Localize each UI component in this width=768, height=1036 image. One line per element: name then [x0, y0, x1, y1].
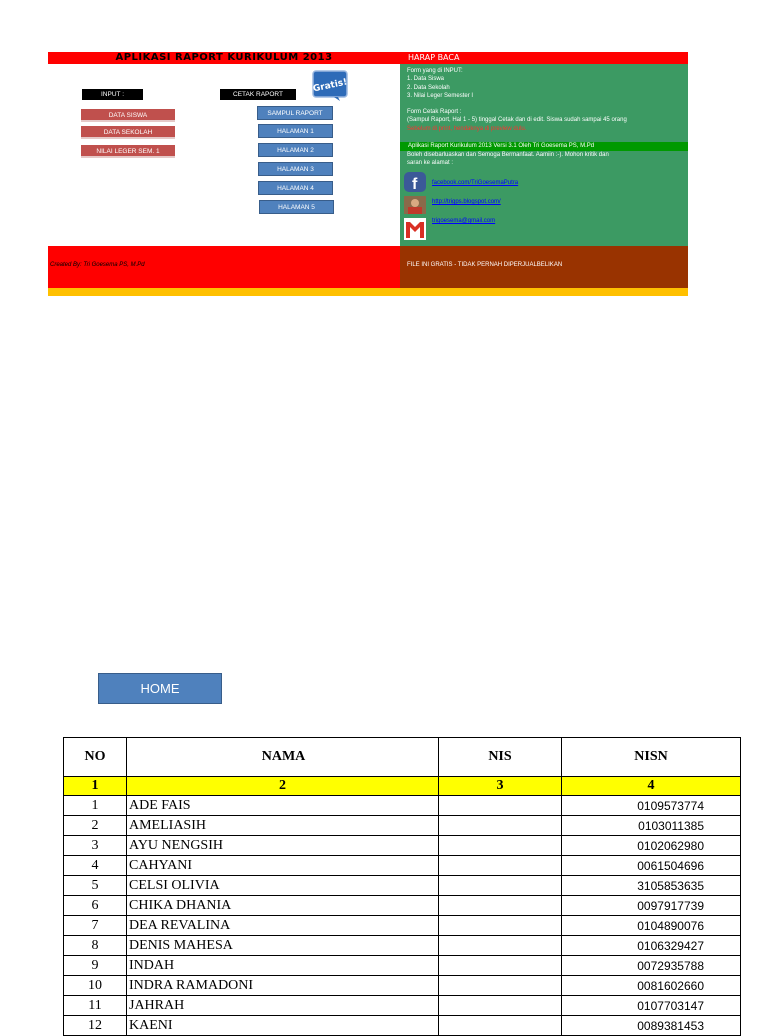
row-nisn: 0072935788	[562, 956, 741, 976]
harap-baca-label: HARAP BACA	[408, 53, 460, 62]
student-table	[63, 737, 741, 1036]
row-no: 11	[64, 996, 127, 1016]
row-nama: INDRA RAMADONI	[127, 976, 439, 996]
table-row	[64, 876, 741, 896]
header-nisn: NISN	[562, 738, 741, 777]
gratis-badge-text: Gratis!	[312, 77, 348, 95]
share-text	[407, 152, 637, 167]
info-line: Form Cetak Raport :	[407, 109, 462, 116]
row-no: 2	[64, 816, 127, 836]
row-nisn: 0104890076	[562, 916, 741, 936]
row-nis	[439, 956, 562, 976]
row-no: 7	[64, 916, 127, 936]
svg-text:f: f	[412, 176, 418, 192]
table-header-row	[64, 738, 741, 777]
input-label: INPUT :	[82, 89, 143, 100]
table-body	[64, 796, 741, 1036]
row-nis	[439, 916, 562, 936]
row-nisn: 0107703147	[562, 996, 741, 1016]
row-nama: CAHYANI	[127, 856, 439, 876]
share-line: saran ke alamat :	[407, 159, 454, 166]
row-nama: AMELIASIH	[127, 816, 439, 836]
share-line: Boleh disebarluaskan dan Semoga Bermanfaat. Aamiin :-). Mohon kritik dan	[407, 152, 609, 158]
row-nisn: 0103011385	[562, 816, 741, 836]
row-nama: ADE FAIS	[127, 796, 439, 816]
table-row	[64, 896, 741, 916]
row-no: 9	[64, 956, 127, 976]
header-nama: NAMA	[127, 738, 439, 777]
gmail-icon	[404, 218, 426, 238]
row-nis	[439, 976, 562, 996]
info-line: (Sampul Raport, Hal 1 - 5) tinggal Cetak dan di edit. Siswa sudah sampai 45 orang	[407, 117, 627, 124]
table-row	[64, 936, 741, 956]
row-no: 10	[64, 976, 127, 996]
yellow-divider	[48, 288, 688, 296]
row-nama: JAHRAH	[127, 996, 439, 1016]
row-nis	[439, 876, 562, 896]
table-row	[64, 916, 741, 936]
facebook-icon	[404, 172, 426, 192]
row-nis	[439, 896, 562, 916]
table-row	[64, 856, 741, 876]
created-by-text: Created By: Tri Goesema PS, M.Pd	[50, 262, 145, 268]
row-nama: CELSI OLIVIA	[127, 876, 439, 896]
row-nama: INDAH	[127, 956, 439, 976]
data-siswa-button[interactable]: DATA SISWA	[81, 109, 175, 122]
row-nisn: 0089381453	[562, 1016, 741, 1036]
row-nama: CHIKA DHANIA	[127, 896, 439, 916]
header-nis: NIS	[439, 738, 562, 777]
row-nisn: 3105853635	[562, 876, 741, 896]
col-number: 3	[439, 777, 562, 796]
col-number: 4	[562, 777, 741, 796]
row-nama: KAENI	[127, 1016, 439, 1036]
row-no: 6	[64, 896, 127, 916]
row-no: 8	[64, 936, 127, 956]
column-number-row	[64, 777, 741, 796]
row-no: 5	[64, 876, 127, 896]
gratis-badge-icon	[312, 70, 348, 102]
row-nis	[439, 796, 562, 816]
row-nama: DEA REVALINA	[127, 916, 439, 936]
table-row	[64, 816, 741, 836]
table-row	[64, 796, 741, 816]
halaman-3-button[interactable]: HALAMAN 3	[258, 162, 333, 176]
row-no: 3	[64, 836, 127, 856]
nilai-leger-button[interactable]: NILAI LEGER SEM. 1	[81, 145, 175, 158]
row-no: 12	[64, 1016, 127, 1036]
row-nisn: 0097917739	[562, 896, 741, 916]
facebook-link[interactable]: facebook.com/TriGoesemaPutra	[432, 180, 519, 186]
row-nisn: 0106329427	[562, 936, 741, 956]
row-no: 1	[64, 796, 127, 816]
info-line: Form yang di INPUT:	[407, 68, 463, 74]
row-nisn: 0081602660	[562, 976, 741, 996]
table-row	[64, 1016, 741, 1036]
halaman-5-button[interactable]: HALAMAN 5	[259, 200, 334, 214]
row-nama: DENIS MAHESA	[127, 936, 439, 956]
sampul-raport-button[interactable]: SAMPUL RAPORT	[257, 106, 333, 120]
halaman-2-button[interactable]: HALAMAN 2	[258, 143, 333, 157]
row-nisn: 0061504696	[562, 856, 741, 876]
blog-link[interactable]: http://trigps.blogspot.com/	[432, 199, 501, 205]
row-nis	[439, 856, 562, 876]
row-nisn: 0102062980	[562, 836, 741, 856]
cetak-raport-label: CETAK RAPORT	[220, 89, 296, 100]
preview-warning: Sebelum di print, hendaknya di preview dulu.	[407, 125, 527, 132]
free-file-notice: FILE INI GRATIS - TIDAK PERNAH DIPERJUALBELIKAN	[407, 262, 563, 268]
col-number: 1	[64, 777, 127, 796]
row-nis	[439, 996, 562, 1016]
table-row	[64, 976, 741, 996]
halaman-1-button[interactable]: HALAMAN 1	[258, 124, 333, 138]
info-line: 2. Data Sekolah	[407, 84, 450, 91]
home-button[interactable]: HOME	[98, 673, 222, 704]
row-nisn: 0109573774	[562, 796, 741, 816]
row-nama: AYU NENGSIH	[127, 836, 439, 856]
info-line: 3. Nilai Leger Semester I	[407, 92, 474, 99]
table-row	[64, 836, 741, 856]
email-link[interactable]: trigoesema@gmail.com	[432, 218, 496, 224]
app-title: APLIKASI RAPORT KURIKULUM 2013	[115, 52, 333, 63]
row-nis	[439, 816, 562, 836]
info-text	[407, 67, 687, 133]
row-nis	[439, 836, 562, 856]
table-row	[64, 956, 741, 976]
header-no: NO	[64, 738, 127, 777]
row-nis	[439, 936, 562, 956]
table-row	[64, 996, 741, 1016]
col-number: 2	[127, 777, 439, 796]
halaman-4-button[interactable]: HALAMAN 4	[258, 181, 333, 195]
blogger-avatar-icon	[404, 196, 426, 216]
row-nis	[439, 1016, 562, 1036]
row-no: 4	[64, 856, 127, 876]
info-line: 1. Data Siswa	[407, 76, 445, 83]
data-sekolah-button[interactable]: DATA SEKOLAH	[81, 126, 175, 139]
version-text: Aplikasi Raport Kurikulum 2013 Versi 3.1 Oleh Tri Goesema PS, M.Pd	[408, 143, 595, 149]
